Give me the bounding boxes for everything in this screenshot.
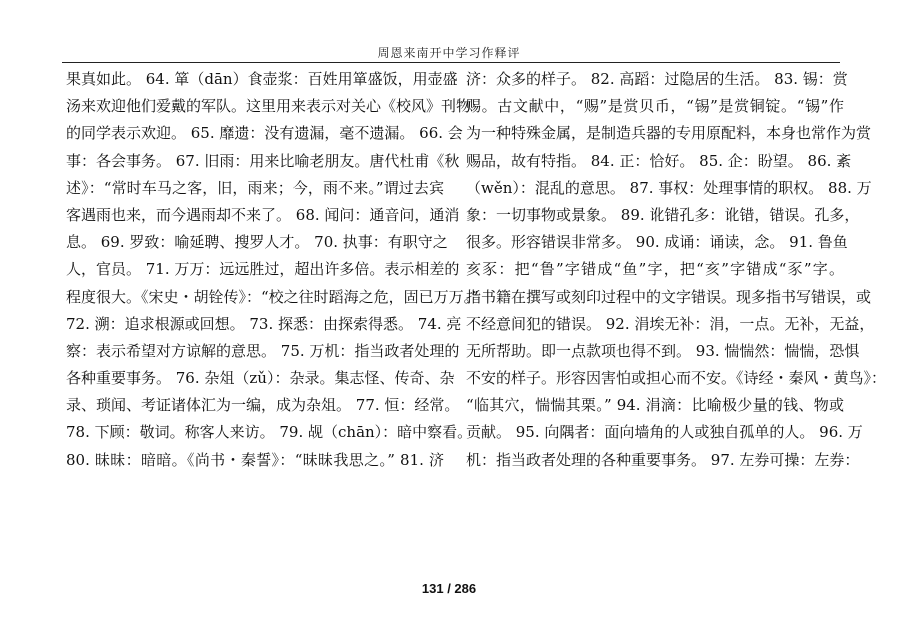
text-line: 程度很大。《宋史・胡铨传》：“校之往时蹈海之危，固已万万。” (66, 287, 479, 306)
text-line: 赐。古文献中，“赐”是赏贝币，“锡”是赏铜锭。“锡”作 (466, 97, 844, 116)
text-line: 息。 69. 罗致：喻延聘、搜罗人才。 70. 执事：有职守之 (66, 233, 448, 252)
text-line: 不安的样子。形容因害怕或担心而不安。《诗经・秦风・黄鸟》： (466, 369, 887, 388)
text-line: 赐品，故有特指。 84. 正：恰好。 85. 企：盼望。 86. 紊 (466, 151, 852, 170)
text-line: “临其穴，惴惴其栗。” 94. 涓滴：比喻极少量的钱、物或 (466, 396, 844, 415)
text-line: 察：表示希望对方谅解的意思。 75. 万机：指当政者处理的 (66, 341, 460, 360)
text-line: 各种重要事务。 76. 杂俎（zǔ）：杂录。集志怪、传奇、杂 (66, 369, 455, 388)
text-line: 指书籍在撰写或刻印过程中的文字错误。现多指书写错误，或 (466, 287, 872, 306)
text-line: 客遇雨也来，而今遇雨却不来了。 68. 闻问：通音问，通消 (66, 205, 460, 224)
text-line: （wěn）：混乱的意思。 87. 事权：处理事情的职权。 88. 万 (466, 178, 872, 197)
text-line: 人，官员。 71. 万万：远远胜过，超出许多倍。表示相差的 (66, 260, 460, 279)
text-line: 很多。形容错误非常多。 90. 成诵：诵读，念。 91. 鲁鱼 (466, 233, 848, 252)
text-line: 贡献。 95. 向隅者：面向墙角的人或独自孤单的人。 96. 万 (466, 423, 863, 442)
page-number: 131 / 286 (421, 581, 477, 596)
text-line: 无所帮助。即一点款项也得不到。 93. 惴惴然：惴惴，恐惧 (466, 341, 860, 360)
text-line: 亥豕：把“鲁”字错成“鱼”字，把“亥”字错成“豕”字。 (466, 260, 844, 279)
text-line: 济：众多的样子。 82. 高蹈：过隐居的生活。 83. 锡：赏 (466, 70, 848, 88)
text-line: 的同学表示欢迎。 65. 靡遗：没有遗漏，毫不遗漏。 66. 会 (66, 124, 463, 143)
text-line: 象：一切事物或景象。 89. 讹错孔多：讹错，错误。孔多， (466, 205, 860, 224)
header-rule (62, 62, 840, 63)
text-line: 汤来欢迎他们爱戴的军队。这里用来表示对关心《校风》刊物 (66, 97, 472, 116)
text-line: 78. 下顾：敬词。称客人来访。 79. 觇（chān）：暗中察看。 (66, 423, 473, 442)
text-line: 为一种特殊金属，是制造兵器的专用原配料，本身也常作为赏 (466, 124, 872, 143)
text-line: 机：指当政者处理的各种重要事务。 97. 左券可操：左券： (466, 450, 860, 469)
page-header-title: 周恩来南开中学习作释评 (377, 46, 521, 60)
text-line: 72. 溯：追求根源或回想。 73. 探悉：由探索得悉。 74. 亮 (66, 314, 462, 333)
text-line: 述》：“常时车马之客，旧，雨来；今，雨不来。”谓过去宾 (66, 178, 444, 197)
text-line: 不经意间犯的错误。 92. 涓埃无补：涓，一点。无补，无益， (466, 314, 875, 333)
text-line: 事：各会事务。 67. 旧雨：用来比喻老朋友。唐代杜甫《秋 (66, 151, 460, 170)
text-line: 80. 昧昧：暗暗。《尚书・秦誓》：“昧昧我思之。” 81. 济 (66, 450, 444, 469)
right-text-column (466, 66, 887, 474)
text-line: 果真如此。 64. 箪（dān）食壶浆：百姓用箪盛饭，用壶盛 (66, 70, 458, 88)
left-text-column (66, 66, 479, 474)
text-line: 录、琐闻、考证诸体汇为一编，成为杂俎。 77. 恒：经常。 (66, 396, 460, 415)
